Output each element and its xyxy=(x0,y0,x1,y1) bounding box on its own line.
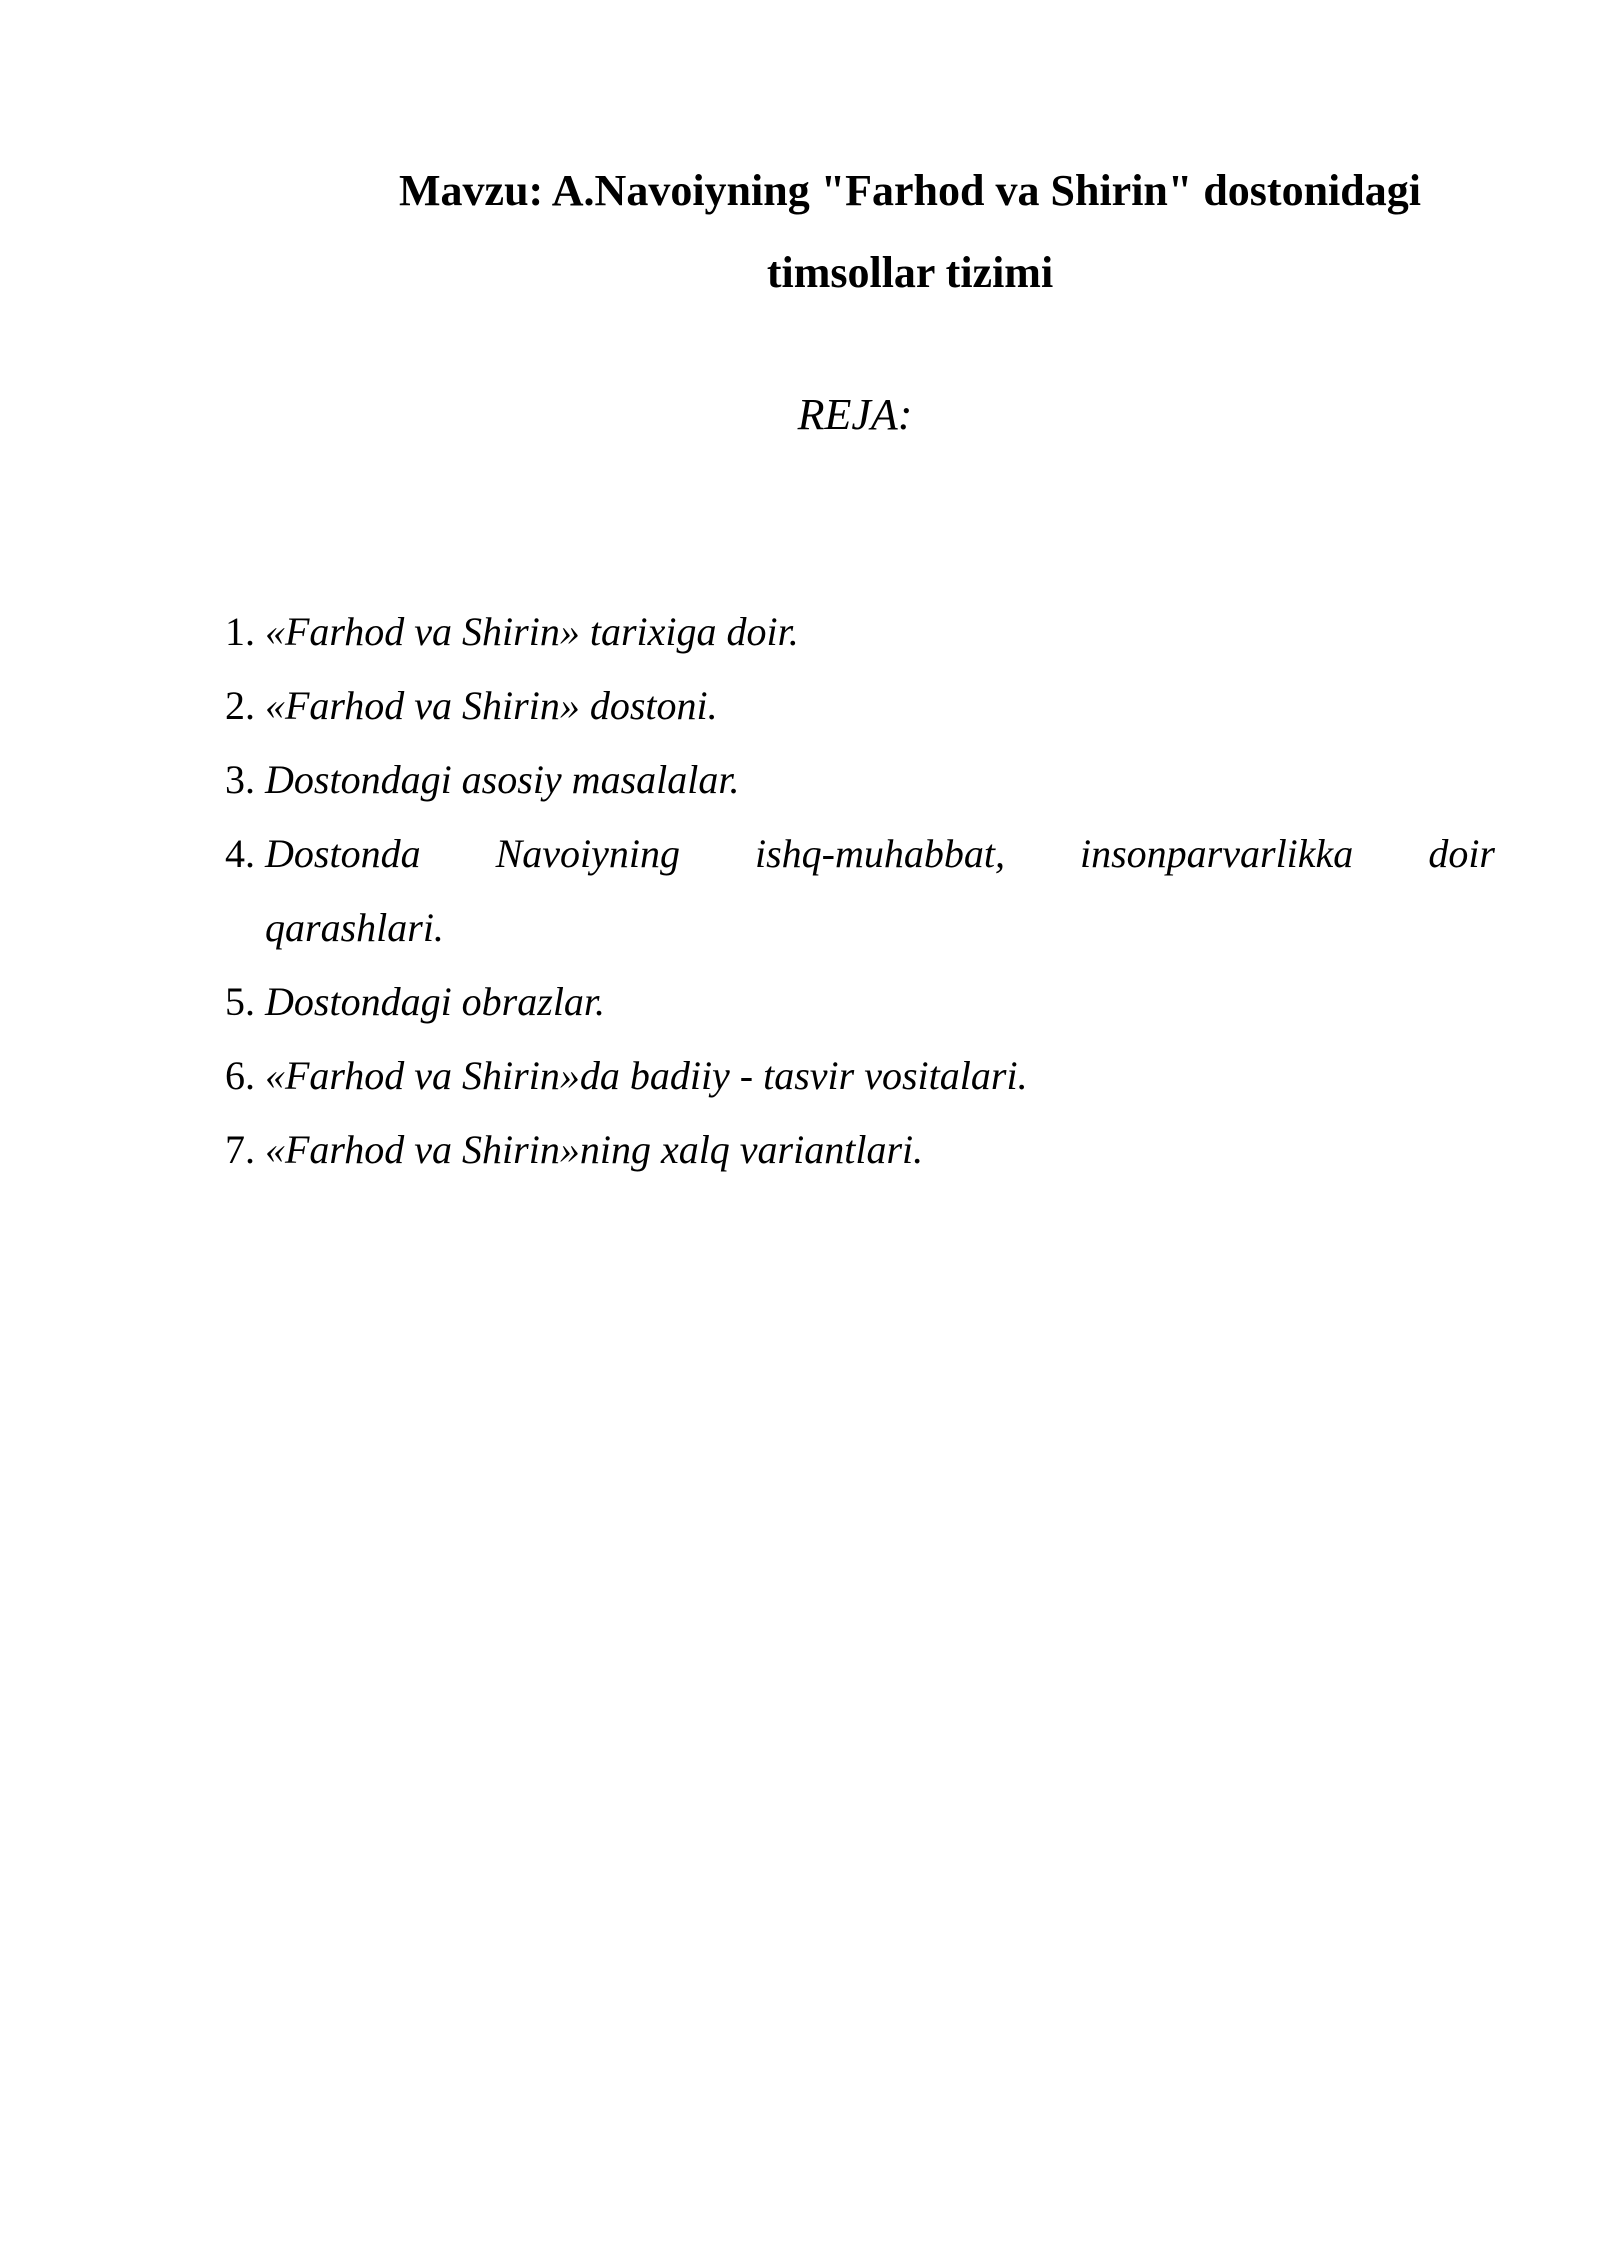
plan-item-text: «Farhod va Shirin»da badiiy - tasvir vositalari. xyxy=(265,1053,1028,1098)
plan-item-2 xyxy=(225,669,1495,743)
plan-heading: REJA: xyxy=(797,390,913,439)
plan-item-text-line-2: qarashlari. xyxy=(265,905,444,950)
plan-item-number: 1. xyxy=(225,609,255,654)
plan-item-number: 2. xyxy=(225,683,255,728)
plan-item-number: 3. xyxy=(225,757,255,802)
plan-word: Dostonda xyxy=(265,831,421,876)
plan-item-6 xyxy=(225,1039,1495,1113)
plan-list xyxy=(225,595,1495,1187)
plan-item-text: «Farhod va Shirin»ning xalq variantlari. xyxy=(265,1127,924,1172)
title-line-2: timsollar tizimi xyxy=(766,248,1054,297)
plan-item-text: Dostondagi asosiy masalalar. xyxy=(265,757,740,802)
plan-item-text: «Farhod va Shirin» dostoni. xyxy=(265,683,718,728)
plan-item-5 xyxy=(225,965,1495,1039)
plan-item-number: 4. xyxy=(225,831,255,876)
plan-item-3 xyxy=(225,743,1495,817)
plan-word: doir xyxy=(1428,831,1495,876)
plan-item-1 xyxy=(225,595,1495,669)
plan-item-7 xyxy=(225,1113,1495,1187)
plan-item-number: 5. xyxy=(225,979,255,1024)
plan-item-4 xyxy=(225,817,1495,965)
plan-word: Navoiyning xyxy=(495,831,680,876)
title-line-1: Mavzu: A.Navoiyning "Farhod va Shirin" dostonidagi xyxy=(399,166,1421,215)
plan-item-text: Dostondagi obrazlar. xyxy=(265,979,606,1024)
plan-item-text: «Farhod va Shirin» tarixiga doir. xyxy=(265,609,799,654)
plan-item-number: 7. xyxy=(225,1127,255,1172)
document-title xyxy=(330,150,1490,314)
plan-item-number: 6. xyxy=(225,1053,255,1098)
plan-item-text xyxy=(265,817,1495,965)
plan-word: ishq-muhabbat, xyxy=(755,831,1005,876)
plan-word: insonparvarlikka xyxy=(1080,831,1354,876)
plan-item-text-line-1 xyxy=(265,817,1495,891)
